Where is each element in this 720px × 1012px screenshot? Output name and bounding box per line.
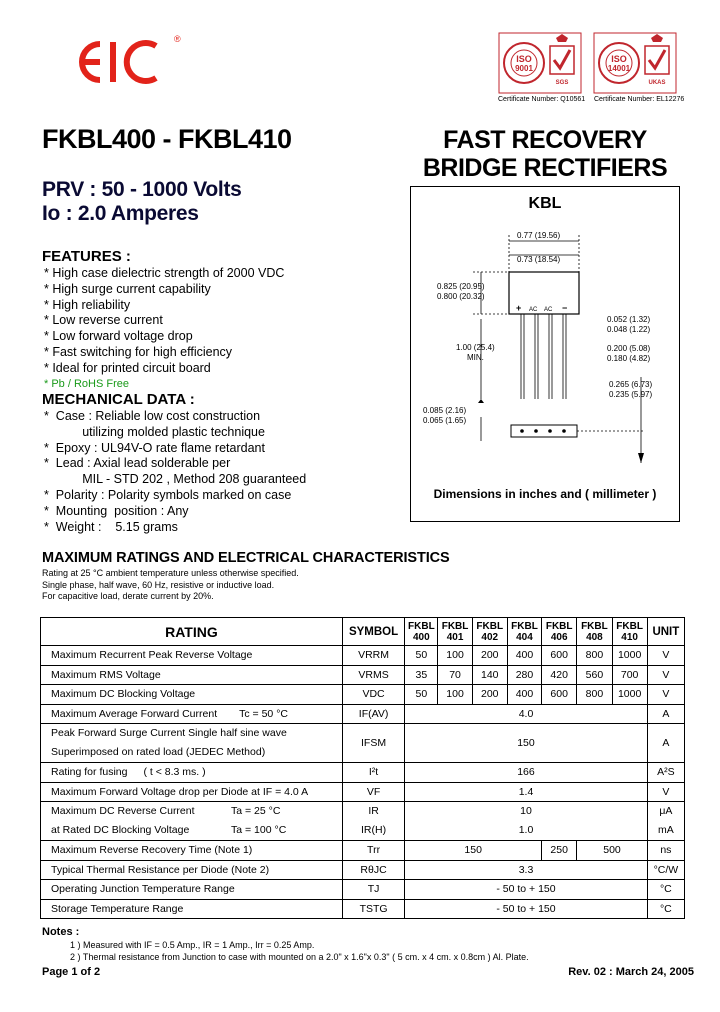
mech-item: * Epoxy : UL94V-O rate flame retardant bbox=[44, 440, 265, 455]
package-caption: Dimensions in inches and ( millimeter ) bbox=[433, 487, 657, 501]
header-part: FKBL 406 bbox=[542, 618, 577, 646]
table-row: Storage Temperature Range TSTG - 50 to + 150 °C bbox=[41, 899, 685, 919]
mechanical-heading: MECHANICAL DATA : bbox=[42, 391, 195, 408]
table-row: Rating for fusing ( t < 8.3 ms. ) I²t 166 A²S bbox=[41, 763, 685, 783]
feature-item: * High reliability bbox=[44, 297, 131, 312]
svg-text:ISO: ISO bbox=[516, 54, 532, 64]
mech-item: * Case : Reliable low cost construction bbox=[44, 409, 261, 423]
svg-text:UKAS: UKAS bbox=[648, 80, 666, 86]
dim-lead-length-min: MIN. bbox=[467, 353, 484, 362]
svg-text:SGS: SGS bbox=[555, 80, 569, 86]
cert-number-9001: Certificate Number: Q10561 bbox=[498, 96, 586, 103]
header-symbol: SYMBOL bbox=[342, 618, 404, 646]
iso-14001-badge bbox=[593, 32, 677, 102]
dim-lead-w-min: 0.048 (1.22) bbox=[607, 325, 651, 334]
mechanical-list bbox=[44, 409, 306, 535]
dim-depth-min: 0.235 (5.97) bbox=[609, 390, 653, 399]
dim-pitch-max: 0.200 (5.08) bbox=[607, 344, 651, 353]
table-row: Maximum Forward Voltage drop per Diode at IF = 4.0 A VF 1.4 V bbox=[41, 782, 685, 802]
family-title-1: FAST RECOVERY bbox=[443, 126, 647, 154]
ratings-conditions bbox=[42, 568, 299, 603]
note-1: 1 ) Measured with IF = 0.5 Amp., IR = 1 Amp., Irr = 0.25 Amp. bbox=[70, 940, 315, 950]
table-row: Maximum Average Forward Current Tc = 50 °C IF(AV) 4.0 A bbox=[41, 704, 685, 724]
header-part: FKBL 400 bbox=[405, 618, 438, 646]
mech-item: MIL - STD 202 , Method 208 guaranteed bbox=[44, 472, 307, 487]
dim-lead-length: 1.00 (25.4) bbox=[456, 343, 495, 352]
mech-item: * Mounting position : Any bbox=[44, 503, 189, 518]
header-part: FKBL 404 bbox=[507, 618, 541, 646]
dim-edge-max: 0.085 (2.16) bbox=[423, 406, 467, 415]
mech-item: * Lead : Axial lead solderable per bbox=[44, 456, 231, 471]
table-header-row bbox=[41, 618, 685, 646]
table-row: Peak Forward Surge Current Single half sine wave Superimposed on rated load (JEDEC Method) IFSM 150 A bbox=[41, 724, 685, 763]
table-row: Maximum Recurrent Peak Reverse Voltage VRRM 50 100 200 400 600 800 1000 V bbox=[41, 646, 685, 666]
features-list bbox=[44, 266, 284, 392]
dim-width-min: 0.73 (18.54) bbox=[517, 255, 561, 264]
package-diagram bbox=[410, 186, 680, 522]
dim-height-max: 0.825 (20.95) bbox=[437, 282, 485, 291]
pin-plus-label: + bbox=[516, 303, 522, 313]
header-part: FKBL 408 bbox=[577, 618, 612, 646]
dim-lead-w-max: 0.052 (1.32) bbox=[607, 315, 651, 324]
feature-item: * High surge current capability bbox=[44, 281, 211, 296]
revision-date: Rev. 02 : March 24, 2005 bbox=[568, 966, 694, 978]
registered-mark: ® bbox=[174, 34, 181, 44]
dim-depth-max: 0.265 (6.73) bbox=[609, 380, 653, 389]
svg-text:ISO: ISO bbox=[611, 54, 627, 64]
eic-logo bbox=[62, 32, 186, 92]
io-spec: Io : 2.0 Amperes bbox=[42, 202, 199, 225]
condition-line: Single phase, half wave, 60 Hz, resistive or inductive load. bbox=[42, 579, 275, 590]
iso-9001-badge bbox=[498, 32, 582, 102]
part-title: FKBL400 - FKBL410 bbox=[42, 124, 292, 154]
features-heading: FEATURES : bbox=[42, 248, 131, 265]
cert-number-14001: Certificate Number: EL12276 bbox=[594, 96, 685, 103]
header-part: FKBL 402 bbox=[472, 618, 507, 646]
notes-heading: Notes : bbox=[42, 926, 80, 938]
pin-ac1-label: AC bbox=[529, 307, 538, 313]
table-row: Maximum DC Reverse Current Ta = 25 °C at Rated DC Blocking Voltage Ta = 100 °C IR IR(H) 10 1.0 μA mA bbox=[41, 802, 685, 841]
dim-width-max: 0.77 (19.56) bbox=[517, 231, 561, 240]
table-row: Maximum DC Blocking Voltage VDC 50 100 200 400 600 800 1000 V bbox=[41, 685, 685, 705]
feature-item: * Fast switching for high efficiency bbox=[44, 344, 233, 359]
condition-line: Rating at 25 °C ambient temperature unless otherwise specified. bbox=[42, 568, 299, 578]
package-name: KBL bbox=[528, 195, 562, 212]
header-unit: UNIT bbox=[647, 618, 684, 646]
pin-minus-label: − bbox=[562, 303, 568, 313]
svg-text:14001: 14001 bbox=[607, 64, 631, 73]
dim-pitch-min: 0.180 (4.82) bbox=[607, 354, 651, 363]
pin-ac2-label: AC bbox=[544, 307, 553, 313]
feature-item: * Low forward voltage drop bbox=[44, 329, 193, 344]
header-part: FKBL 401 bbox=[438, 618, 472, 646]
rohs-item: * Pb / RoHS Free bbox=[44, 377, 129, 390]
feature-item: * Ideal for printed circuit board bbox=[44, 360, 211, 375]
prv-spec: PRV : 50 - 1000 Volts bbox=[42, 178, 242, 201]
dim-edge-min: 0.065 (1.65) bbox=[423, 416, 467, 425]
header-rating: RATING bbox=[41, 618, 343, 646]
note-2: 2 ) Thermal resistance from Junction to case with mounted on a 2.0" x 1.6"x 0.3" ( 5 cm. x 4 cm. x 0.8cm ) Al. Plate. bbox=[70, 952, 529, 962]
ratings-table bbox=[40, 617, 685, 919]
package-outline-drawing bbox=[411, 227, 679, 482]
feature-item: * High case dielectric strength of 2000 VDC bbox=[44, 266, 285, 280]
table-row: Maximum RMS Voltage VRMS 35 70 140 280 420 560 700 V bbox=[41, 665, 685, 685]
feature-item: * Low reverse current bbox=[44, 313, 163, 328]
page-number: Page 1 of 2 bbox=[42, 966, 101, 978]
table-row: Operating Junction Temperature Range TJ - 50 to + 150 °C bbox=[41, 880, 685, 900]
mech-item: * Polarity : Polarity symbols marked on case bbox=[44, 487, 292, 502]
table-row: Maximum Reverse Recovery Time (Note 1) Trr 150 250 500 ns bbox=[41, 841, 685, 861]
family-title-2: BRIDGE RECTIFIERS bbox=[422, 154, 668, 182]
mech-item: * Weight : 5.15 grams bbox=[44, 519, 178, 534]
ratings-title: MAXIMUM RATINGS AND ELECTRICAL CHARACTERISTICS bbox=[42, 550, 450, 566]
header-part: FKBL 410 bbox=[612, 618, 647, 646]
condition-line: For capacitive load, derate current by 20%. bbox=[42, 591, 214, 601]
svg-text:9001: 9001 bbox=[515, 64, 533, 73]
table-row: Typical Thermal Resistance per Diode (Note 2) RθJC 3.3 °C/W bbox=[41, 860, 685, 880]
mech-item: utilizing molded plastic technique bbox=[44, 424, 265, 439]
dim-height-min: 0.800 (20.32) bbox=[437, 292, 485, 301]
